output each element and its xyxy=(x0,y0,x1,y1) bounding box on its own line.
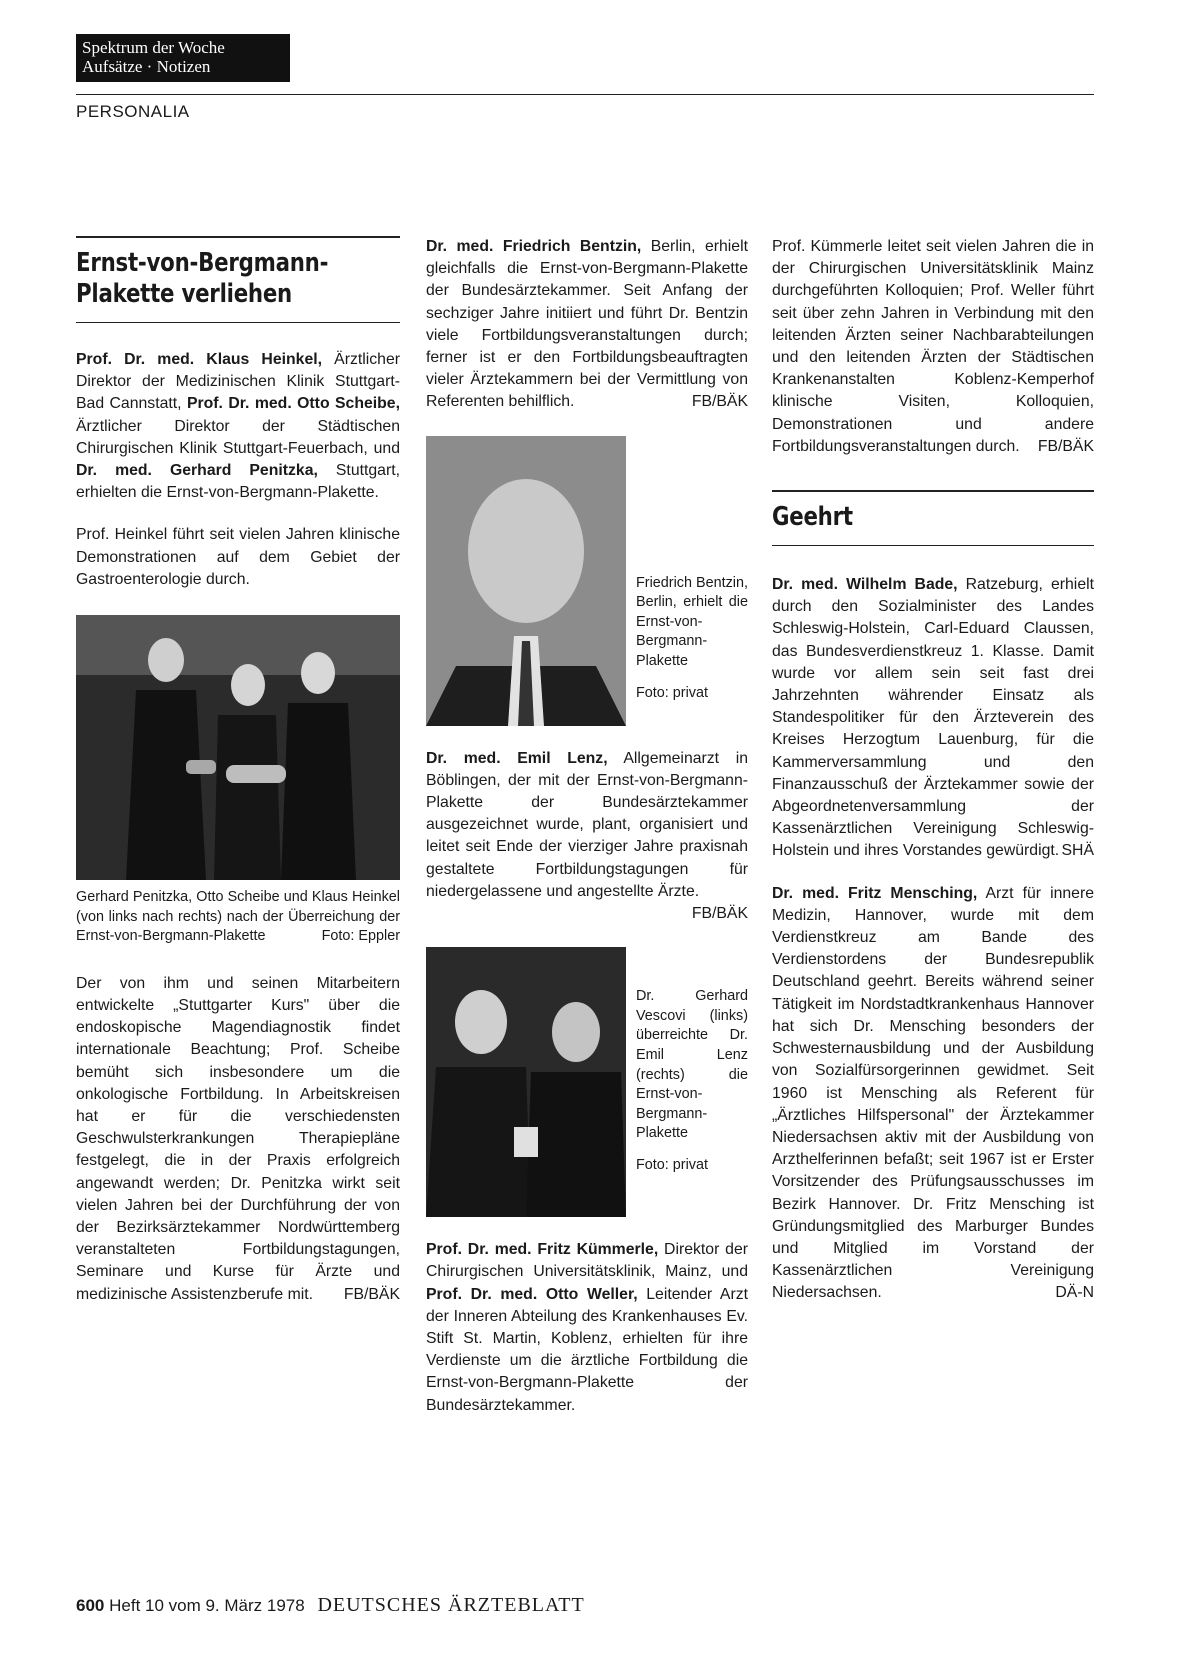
paragraph-text: Allgemeinarzt in Böblingen, der mit der Ernst-von-Bergmann-Plakette der Bundesärztekammer ausgezeichnet wurde, plant, organisiert und leitet seit Ende der vierziger Jahre praxisnah gestaltete Fortbildungstagungen für niedergelassene und angestellte Ärzte. xyxy=(426,749,748,900)
handover-image xyxy=(426,947,626,1217)
paragraph-text: Der von ihm und seinen Mitarbeitern entwickelte „Stuttgarter Kurs" über die endoskopische Magendiagnostik findet internationale Beachtung; Prof. Scheibe bemüht sich insbesondere um die onkologische Fortbildung. In Arbeitskreisen hat er für die verschiedensten Geschwulsterkrankungen Therapiepläne festgelegt, die in der Praxis erfolgreich angewandt werden; Dr. Penitzka wirkt seit vielen Jahren bei der Durchführung der von der Bezirksärztekammer Nordwürttemberg veranstalteten Fortbildungstagungen, Seminare und Kurse für Ärzte und medizinische Assistenzberufe mit. xyxy=(76,974,400,1303)
paragraph-text: Ratzeburg, erhielt durch den Sozialminister des Landes Schleswig-Holstein, Carl-Eduard Claussen, das Bundesverdienstkreuz 1. Klasse. Damit wurde vor allem sein seit fast drei Jahrzehnten währender Einsatz als Standespolitiker für den Ärzteverein des Kreises Herzogtum Lauenburg, für die Kammerversammlung und den Finanzausschuß der Ärztekammer sowie der Abgeordnetenversammlung der Kassenärztlichen Vereinigung Schleswig-Holstein und ihres Vorstandes gewürdigt. xyxy=(772,576,1095,860)
paragraph xyxy=(76,973,400,1306)
paragraph xyxy=(772,883,1094,1305)
paragraph xyxy=(426,748,748,926)
paragraph-text: Ärztlicher Direktor der Städtischen Chirurgischen Klinik Stuttgart-Feuerbach, und xyxy=(76,417,400,457)
signature: FB/BÄK xyxy=(691,905,748,923)
photo-credit: Foto: privat xyxy=(636,684,708,701)
column-3 xyxy=(772,236,1094,1325)
caption-text: Gerhard Penitzka, Otto Scheibe und Klaus Heinkel (von links nach rechts) nach der Überreichung der Ernst-von-Bergmann-Plakette xyxy=(76,889,400,945)
person-name: Prof. Dr. med. Otto Weller, xyxy=(426,1285,638,1303)
figure-handover xyxy=(426,947,748,1217)
person-name: Dr. med. Fritz Mensching, xyxy=(772,884,978,902)
person-name: Dr. med. Emil Lenz, xyxy=(426,749,608,767)
signature: DÄ-N xyxy=(1055,1284,1094,1302)
caption-text: Dr. Gerhard Vescovi (links) überreichte Dr. Emil Lenz (rechts) die Ernst-von-Bergmann-Plakette xyxy=(636,988,748,1142)
caption-text: Friedrich Bentzin, Berlin, erhielt die Ernst-von-Bergmann-Plakette xyxy=(636,574,748,669)
group-photo-image xyxy=(76,615,400,880)
person-name: Prof. Dr. med. Fritz Kümmerle, xyxy=(426,1241,659,1259)
paragraph-text: Berlin, erhielt gleichfalls die Ernst-von-Bergmann-Plakette der Bundesärztekammer. Seit Anfang der sechziger Jahre initiiert und führt Dr. Bentzin viele Fortbildungsveranstaltungen durch; ferner ist er den Fortbildungsbeauftragten vieler Ärztekammern bei der Vermittlung von Referenten behilflich. xyxy=(426,238,748,411)
issue-info: Heft 10 vom 9. März 1978 xyxy=(109,1596,305,1615)
paragraph-text: Leitender Arzt der Inneren Abteilung des Krankenhauses Ev. Stift St. Martin, Koblenz, erhielten für ihre Verdienste um die ärztliche Fortbildung die Ernst-von-Bergmann-Plakette der Bundesärztekammer. xyxy=(426,1285,748,1414)
signature: SHÄ xyxy=(1061,842,1094,860)
group-photo xyxy=(76,615,400,880)
person-name: Prof. Dr. med. Otto Scheibe, xyxy=(186,395,400,413)
photo-credit: Foto: privat xyxy=(636,1157,708,1173)
column-1 xyxy=(76,236,400,1326)
portrait-photo xyxy=(426,436,626,726)
top-rule xyxy=(76,94,1094,95)
photo-credit: Foto: Eppler xyxy=(321,928,400,945)
column-2 xyxy=(426,236,748,1437)
journal-name: DEUTSCHES ÄRZTEBLATT xyxy=(317,1594,585,1616)
paragraph-text: Prof. Kümmerle leitet seit vielen Jahren die in der Chirurgischen Universitätsklinik Mainz durchgeführten Kolloquien; Prof. Weller führt seit über zehn Jahren in Verbindung mit den leitenden Ärzten seiner Nachbarabteilungen und den leitenden Ärzten der Städtischen Krankenanstalten Koblenz-Kemperhof klinische Visiten, Kolloquien, Demonstrationen und andere Fortbildungsveranstaltungen durch. xyxy=(772,238,1094,455)
person-name: Prof. Dr. med. Klaus Heinkel, xyxy=(76,351,323,368)
paragraph-text: Ärztlicher Direktor der Medizinischen Klinik Stuttgart-Bad Cannstatt, xyxy=(76,351,400,413)
signature: FB/BÄK xyxy=(691,393,748,411)
article-headline: Geehrt xyxy=(772,502,853,533)
paragraph xyxy=(76,349,400,504)
masthead-line2: Aufsätze · Notizen xyxy=(82,57,211,76)
handover-photo xyxy=(426,947,626,1217)
paragraph xyxy=(426,1239,748,1417)
paragraph: Prof. Heinkel führt seit vielen Jahren klinische Demonstrationen auf dem Gebiet der Gastroenterologie durch. xyxy=(76,526,400,588)
paragraph xyxy=(772,574,1094,863)
article-headline: Ernst-von-Bergmann-Plakette verliehen xyxy=(76,248,329,309)
signature: FB/BÄK xyxy=(343,1285,400,1303)
paragraph-text: Arzt für innere Medizin, Hannover, wurde mit dem Verdienstkreuz am Bande des Verdienstordens der Bundesrepublik Deutschland geehrt. Bereits während seiner Tätigkeit im Nordstadtkrankenhaus Hannover hat sich Dr. Mensching besonders der Schwesternausbildung und der Ausbildung von Sozialfürsorgerinnen gewidmet. Seit 1960 ist Mensching als Referent für „Ärztliches Hilfspersonal" der Ärztekammer Niedersachsen aktiv mit der Ausbildung von Arzthelferinnen befaßt; seit 1967 ist er Erster Vorsitzender des Prüfungsausschusses im Bezirk Hannover. Dr. Fritz Mensching ist Gründungsmitglied des Marburger Bundes und Mitglied im Vorstand der Kassenärztlichen Vereinigung Niedersachsen. xyxy=(772,884,1094,1302)
masthead xyxy=(76,34,290,82)
handover-caption xyxy=(636,947,748,1217)
section-label: PERSONALIA xyxy=(76,102,190,121)
paragraph-text: Stuttgart, erhielten die Ernst-von-Bergmann-Plakette. xyxy=(76,462,400,502)
paragraph xyxy=(426,236,748,414)
signature: FB/BÄK xyxy=(1037,437,1094,455)
headline-block xyxy=(76,236,400,323)
paragraph xyxy=(772,236,1094,458)
figure-caption xyxy=(76,888,400,947)
page-footer xyxy=(76,1594,585,1617)
person-name: Dr. med. Friedrich Bentzin, xyxy=(426,238,642,255)
portrait-image xyxy=(426,436,626,726)
portrait-caption xyxy=(636,436,748,726)
masthead-line1: Spektrum der Woche xyxy=(82,38,225,57)
person-name: Dr. med. Gerhard Penitzka, xyxy=(76,462,318,480)
person-name: Dr. med. Wilhelm Bade, xyxy=(772,576,958,594)
paragraph-text: Direktor der Chirurgischen Universitätsklinik, Mainz, und xyxy=(426,1241,748,1281)
figure-group-photo xyxy=(76,615,400,947)
page-number: 600 xyxy=(76,1596,105,1615)
figure-portrait xyxy=(426,436,748,726)
headline-block xyxy=(772,490,1094,546)
